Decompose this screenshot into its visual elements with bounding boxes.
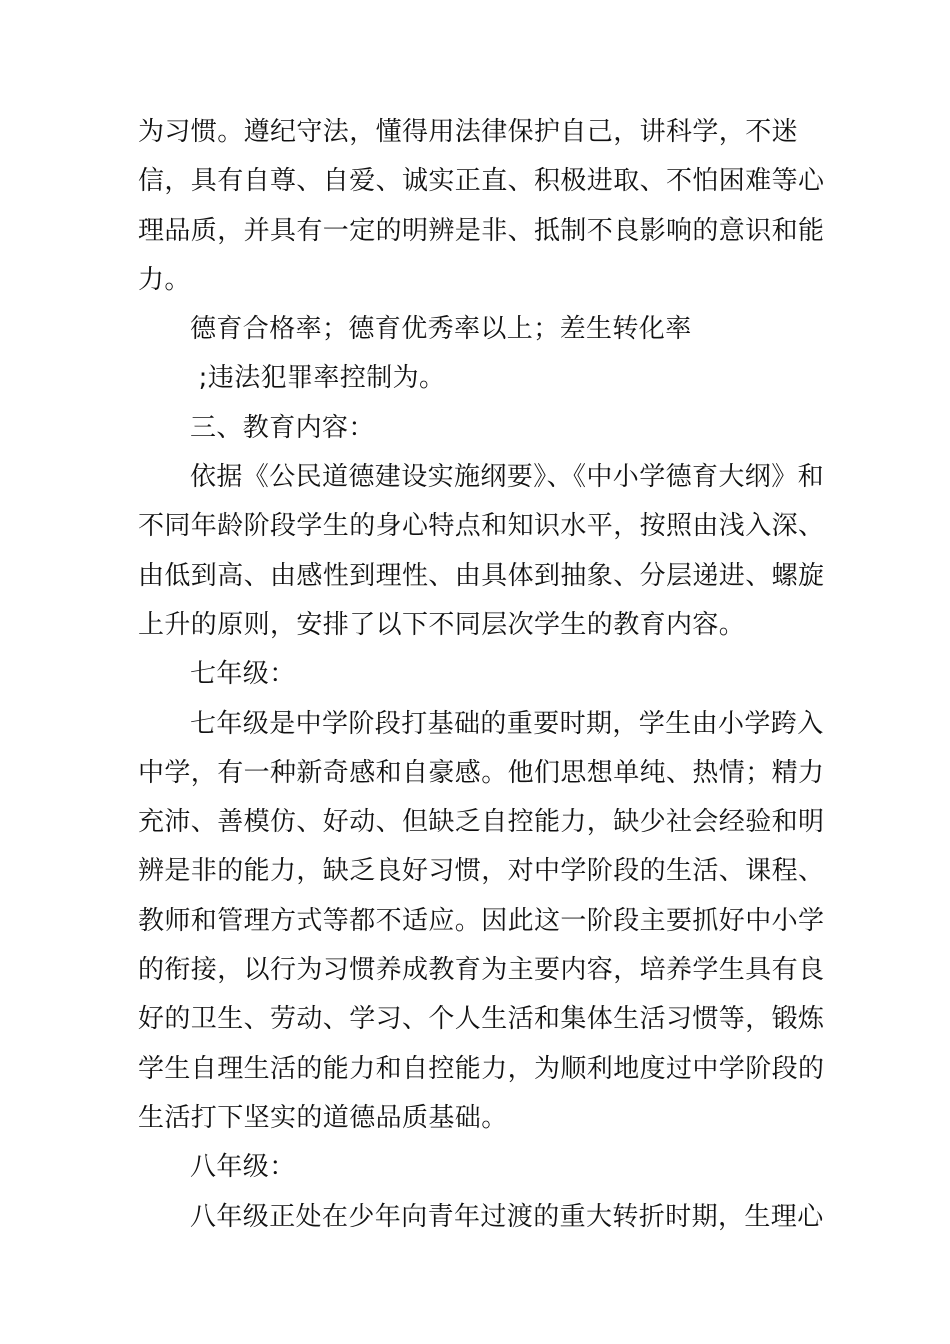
paragraph-basis: 依据《公民道德建设实施纲要》、《中小学德育大纲》和不同年龄阶段学生的身心特点和知识水平，按照由浅入深、由低到高、由感性到理性、由具体到抽象、分层递进、螺旋上升的原则，安排了以下不同层次学生的教育内容。 — [138, 462, 825, 640]
document-body — [138, 108, 838, 1242]
subheading-grade-seven: 七年级： — [190, 659, 296, 690]
paragraph-grade-seven: 七年级是中学阶段打基础的重要时期，学生由小学跨入中学，有一种新奇感和自豪感。他们思想单纯、热情；精力充沛、善模仿、好动、但缺乏自控能力，缺少社会经验和明辨是非的能力，缺乏良好习惯，对中学阶段的生活、课程、教师和管理方式等都不适应。因此这一阶段主要抓好中小学的衔接，以行为习惯养成教育为主要内容，培养学生具有良好的卫生、劳动、学习、个人生活和集体生活习惯等，锻炼学生自理生活的能力和自控能力，为顺利地度过中学阶段的生活打下坚实的道德品质基础。 — [138, 708, 825, 1133]
section-heading-education-content: 三、教育内容： — [190, 412, 375, 443]
paragraph-grade-eight: 八年级正处在少年向青年过渡的重大转折时期，生理心 — [190, 1201, 824, 1232]
paragraph-continuation: 为习惯。遵纪守法，懂得用法律保护自己，讲科学，不迷信，具有自尊、自爱、诚实正直、积极进取、不怕困难等心理品质，并具有一定的明辨是非、抵制不良影响的意识和能力。 — [138, 117, 825, 295]
paragraph-rates: 德育合格率；德育优秀率以上；差生转化率 — [190, 314, 692, 345]
subheading-grade-eight: 八年级： — [190, 1152, 296, 1183]
paragraph-crime-rate: ;违法犯罪率控制为。 — [190, 363, 446, 394]
